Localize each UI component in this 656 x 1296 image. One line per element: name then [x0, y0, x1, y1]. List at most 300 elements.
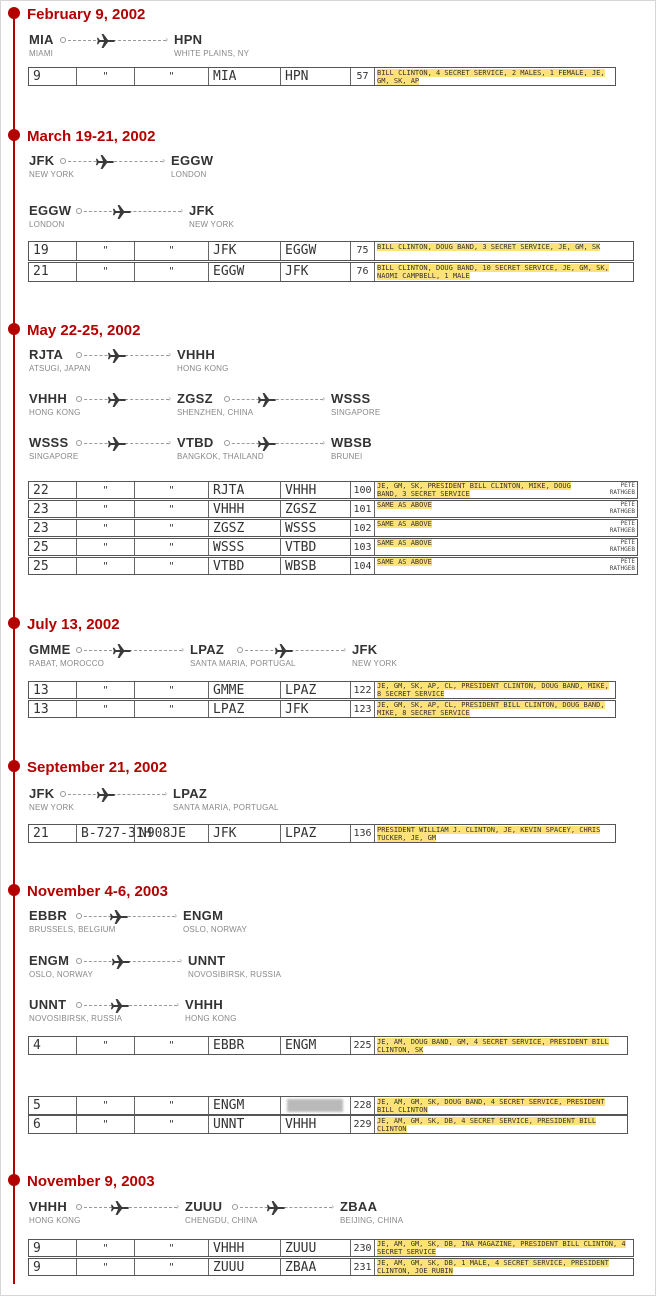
airport-code: LPAZ: [190, 642, 225, 657]
airport-stop: [29, 153, 74, 179]
log-to: ZBAA: [281, 1259, 351, 1275]
airport-city: NOVOSIBIRSK, RUSSIA: [29, 1014, 123, 1023]
arrowhead-icon: ›: [174, 911, 177, 920]
log-aircraft-reg: ": [135, 520, 209, 536]
log-margin-note: PETE RATHGEB: [609, 482, 635, 496]
section-date: March 19-21, 2002: [27, 128, 156, 145]
origin-ring-icon: [76, 396, 82, 402]
log-aircraft-model: ": [77, 558, 135, 574]
log-flight-no: 104: [351, 558, 375, 574]
log-to: ZGSZ: [281, 501, 351, 517]
section-date: February 9, 2002: [27, 6, 146, 23]
log-passengers: [375, 1097, 627, 1114]
airport-stop: [331, 435, 372, 461]
passenger-highlight: JE, GM, SK, PRESIDENT BILL CLINTON, MIKE, DOUG BAND, 3 SECRET SERVICE: [377, 482, 571, 498]
airplane-icon: [110, 998, 130, 1014]
passenger-highlight: JE, AM, GM, SK, DOUG BAND, 4 SECRET SERVICE, PRESIDENT BILL CLINTON: [377, 1098, 605, 1114]
log-from: VTBD: [209, 558, 281, 574]
airport-stop: [177, 435, 264, 461]
flight-leg-connector: [79, 645, 184, 654]
airport-stop: [29, 642, 104, 668]
table-row: [28, 1239, 634, 1257]
flight-leg-connector: [79, 956, 182, 965]
log-aircraft-model: ": [77, 263, 135, 281]
log-aircraft-reg: ": [135, 263, 209, 281]
flight-leg-connector: [79, 1202, 179, 1211]
flight-leg-connector: [63, 156, 165, 165]
table-row: [28, 481, 638, 499]
log-aircraft-model: ": [77, 1240, 135, 1256]
log-day: 25: [29, 539, 77, 555]
section-date: November 4-6, 2003: [27, 883, 168, 900]
arrowhead-icon: ›: [181, 645, 184, 654]
log-day: 13: [29, 701, 77, 717]
airport-city: NEW YORK: [352, 659, 398, 668]
airport-city: ATSUGI, JAPAN: [29, 364, 91, 373]
log-to: HPN: [281, 68, 351, 85]
log-to: VHHH: [281, 482, 351, 498]
origin-ring-icon: [76, 440, 82, 446]
log-margin-note: PETE RATHGEB: [609, 520, 635, 534]
airport-city: HONG KONG: [177, 364, 229, 373]
arrowhead-icon: ›: [168, 394, 171, 403]
airport-stop: [189, 203, 234, 229]
flight-leg-connector: [63, 789, 167, 798]
log-aircraft-model: ": [77, 482, 135, 498]
table-row: [28, 1258, 634, 1276]
log-aircraft-reg: ": [135, 1259, 209, 1275]
log-passengers: [375, 825, 615, 842]
log-flight-no: 229: [351, 1116, 375, 1133]
log-aircraft-reg: ": [135, 539, 209, 555]
log-from: WSSS: [209, 539, 281, 555]
origin-ring-icon: [224, 440, 230, 446]
airport-stop: [185, 1199, 258, 1225]
arrowhead-icon: ›: [331, 1202, 334, 1211]
airport-stop: [29, 32, 54, 58]
airport-code: HPN: [174, 32, 203, 47]
flight-leg-connector: [240, 645, 346, 654]
log-passengers: [375, 1037, 627, 1054]
log-from: MIA: [209, 68, 281, 85]
passenger-highlight: SAME AS ABOVE: [377, 539, 432, 547]
arrowhead-icon: ›: [176, 1000, 179, 1009]
airport-code: EGGW: [171, 153, 214, 168]
airport-code: ZGSZ: [177, 391, 213, 406]
table-row: [28, 538, 638, 556]
airplane-icon: [111, 954, 131, 970]
passenger-highlight: SAME AS ABOVE: [377, 520, 432, 528]
log-day: 19: [29, 242, 77, 260]
log-aircraft-reg: ": [135, 1037, 209, 1054]
airplane-icon: [96, 787, 116, 803]
passenger-highlight: JE, AM, GM, SK, DB, 4 SECRET SERVICE, PRESIDENT BILL CLINTON: [377, 1117, 597, 1133]
airport-stop: [29, 953, 93, 979]
airplane-icon: [107, 348, 127, 364]
origin-ring-icon: [60, 158, 66, 164]
airport-stop: [174, 32, 249, 58]
log-flight-no: 76: [351, 263, 375, 281]
log-flight-no: 101: [351, 501, 375, 517]
log-aircraft-reg: ": [135, 242, 209, 260]
airport-code: JFK: [29, 786, 55, 801]
airport-code: VHHH: [185, 997, 224, 1012]
log-passengers: [375, 701, 615, 717]
log-day: 23: [29, 501, 77, 517]
log-day: 5: [29, 1097, 77, 1114]
airport-city: BRUSSELS, BELGIUM: [29, 925, 116, 934]
log-aircraft-model: ": [77, 242, 135, 260]
log-from: VHHH: [209, 501, 281, 517]
log-flight-no: 225: [351, 1037, 375, 1054]
airport-stop: [29, 997, 122, 1023]
log-aircraft-model: ": [77, 520, 135, 536]
airplane-icon: [257, 392, 277, 408]
table-row: [28, 500, 638, 518]
airport-stop: [177, 347, 229, 373]
log-aircraft-model: ": [77, 501, 135, 517]
log-to: LPAZ: [281, 825, 351, 842]
table-row: [28, 67, 616, 86]
airport-city: BEIJING, CHINA: [340, 1216, 404, 1225]
log-from: UNNT: [209, 1116, 281, 1133]
log-from: ZGSZ: [209, 520, 281, 536]
log-aircraft-model: ": [77, 1116, 135, 1133]
table-row: [28, 824, 616, 843]
airport-code: WBSB: [331, 435, 372, 450]
origin-ring-icon: [60, 791, 66, 797]
origin-ring-icon: [76, 647, 82, 653]
airport-code: ENGM: [183, 908, 224, 923]
log-passengers: [375, 501, 592, 517]
airplane-icon: [266, 1200, 286, 1216]
arrowhead-icon: ›: [164, 789, 167, 798]
log-passengers: [375, 539, 592, 555]
airport-stop: [185, 997, 237, 1023]
table-row: [28, 1036, 628, 1055]
log-flight-no: 122: [351, 682, 375, 698]
log-flight-no: 123: [351, 701, 375, 717]
log-aircraft-reg: ": [135, 701, 209, 717]
log-from: JFK: [209, 242, 281, 260]
log-passengers: [375, 242, 633, 260]
airport-stop: [331, 391, 380, 417]
log-aircraft-model: ": [77, 682, 135, 698]
airport-code: EBBR: [29, 908, 68, 923]
log-flight-no: 230: [351, 1240, 375, 1256]
passenger-highlight: SAME AS ABOVE: [377, 558, 432, 566]
log-day: 9: [29, 1240, 77, 1256]
airport-stop: [171, 153, 213, 179]
log-from: RJTA: [209, 482, 281, 498]
airport-city: NOVOSIBIRSK, RUSSIA: [188, 970, 282, 979]
passenger-highlight: JE, GM, SK, AP, CL, PRESIDENT BILL CLINTON, DOUG BAND, MIKE, 8 SECRET SERVICE: [377, 701, 605, 717]
airport-code: UNNT: [188, 953, 226, 968]
arrowhead-icon: ›: [165, 35, 168, 44]
log-day: 25: [29, 558, 77, 574]
airport-code: WSSS: [331, 391, 371, 406]
timeline-dot: [8, 129, 20, 141]
log-passengers: [375, 68, 615, 85]
log-passengers: [375, 1116, 627, 1133]
arrowhead-icon: ›: [162, 156, 165, 165]
log-passengers: [375, 263, 633, 281]
airport-code: RJTA: [29, 347, 64, 362]
section-date: May 22-25, 2002: [27, 322, 141, 339]
airplane-icon: [274, 643, 294, 659]
log-day: 9: [29, 1259, 77, 1275]
redacted-block: [287, 1099, 343, 1112]
log-to: VHHH: [281, 1116, 351, 1133]
airport-city: HONG KONG: [185, 1014, 237, 1023]
airport-city: SINGAPORE: [331, 408, 381, 417]
airport-city: HONG KONG: [29, 1216, 81, 1225]
log-to: ENGM: [281, 1037, 351, 1054]
airplane-icon: [95, 154, 115, 170]
table-row: [28, 557, 638, 575]
log-from: JFK: [209, 825, 281, 842]
table-row: [28, 1096, 628, 1115]
log-margin-note: PETE RATHGEB: [609, 539, 635, 553]
airport-stop: [29, 908, 116, 934]
section-date: November 9, 2003: [27, 1173, 155, 1190]
airport-stop: [177, 391, 253, 417]
airport-city: MIAMI: [29, 49, 54, 58]
log-day: 6: [29, 1116, 77, 1133]
airport-code: JFK: [352, 642, 378, 657]
log-aircraft-reg: ": [135, 682, 209, 698]
airport-code: VHHH: [177, 347, 216, 362]
airport-city: WHITE PLAINS, NY: [174, 49, 250, 58]
passenger-highlight: BILL CLINTON, DOUG BAND, 3 SECRET SERVICE, JE, GM, SK: [377, 243, 601, 251]
log-aircraft-reg: ": [135, 1116, 209, 1133]
airport-code: JFK: [29, 153, 55, 168]
origin-ring-icon: [76, 208, 82, 214]
passenger-highlight: JE, AM, DOUG BAND, GM, 4 SECRET SERVICE, PRESIDENT BILL CLINTON, SK: [377, 1038, 609, 1054]
airport-stop: [183, 908, 247, 934]
airplane-icon: [257, 436, 277, 452]
passenger-highlight: JE, GM, SK, AP, CL, PRESIDENT CLINTON, DOUG BAND, MIKE, 8 SECRET SERVICE: [377, 682, 609, 698]
origin-ring-icon: [76, 1002, 82, 1008]
log-from: EGGW: [209, 263, 281, 281]
table-row: [28, 700, 616, 718]
log-day: 9: [29, 68, 77, 85]
airport-stop: [29, 203, 71, 229]
airplane-icon: [96, 33, 116, 49]
timeline-dot: [8, 760, 20, 772]
airplane-icon: [112, 643, 132, 659]
log-passengers: [375, 682, 615, 698]
log-to: WBSB: [281, 558, 351, 574]
table-row: [28, 519, 638, 537]
log-passengers: [375, 482, 592, 498]
arrowhead-icon: ›: [343, 645, 346, 654]
log-aircraft-model: B-727-31H: [77, 825, 135, 842]
timeline-dot: [8, 617, 20, 629]
log-to: EGGW: [281, 242, 351, 260]
log-flight-no: 75: [351, 242, 375, 260]
flight-leg-connector: [79, 911, 177, 920]
timeline-dot: [8, 1174, 20, 1186]
log-passengers: [375, 1259, 633, 1275]
log-from: VHHH: [209, 1240, 281, 1256]
airplane-icon: [109, 909, 129, 925]
airport-stop: [340, 1199, 403, 1225]
log-day: 21: [29, 825, 77, 842]
airport-code: UNNT: [29, 997, 67, 1012]
airport-code: VTBD: [177, 435, 214, 450]
log-flight-no: 102: [351, 520, 375, 536]
arrowhead-icon: ›: [322, 394, 325, 403]
log-flight-no: 100: [351, 482, 375, 498]
airport-code: ZBAA: [340, 1199, 378, 1214]
origin-ring-icon: [224, 396, 230, 402]
log-from: EBBR: [209, 1037, 281, 1054]
log-to: ZUUU: [281, 1240, 351, 1256]
airport-city: NEW YORK: [29, 803, 75, 812]
arrowhead-icon: ›: [176, 1202, 179, 1211]
log-day: 4: [29, 1037, 77, 1054]
airport-code: VHHH: [29, 391, 68, 406]
log-from: ENGM: [209, 1097, 281, 1114]
passenger-highlight: BILL CLINTON, DOUG BAND, 10 SECRET SERVICE, JE, GM, SK, NAOMI CAMPBELL, 1 MALE: [377, 264, 609, 280]
flight-leg-connector: [227, 394, 325, 403]
log-day: 21: [29, 263, 77, 281]
airport-code: WSSS: [29, 435, 69, 450]
log-to: LPAZ: [281, 682, 351, 698]
airport-city: BRUNEI: [331, 452, 363, 461]
airport-code: VHHH: [29, 1199, 68, 1214]
airport-code: JFK: [189, 203, 215, 218]
log-aircraft-reg: ": [135, 1240, 209, 1256]
log-aircraft-reg: N908JE: [135, 825, 209, 842]
log-aircraft-model: ": [77, 1259, 135, 1275]
log-aircraft-model: ": [77, 539, 135, 555]
timeline-dot: [8, 7, 20, 19]
airplane-icon: [107, 436, 127, 452]
airport-stop: [352, 642, 397, 668]
log-flight-no: 228: [351, 1097, 375, 1114]
log-from: GMME: [209, 682, 281, 698]
flight-leg-connector: [79, 350, 171, 359]
origin-ring-icon: [76, 352, 82, 358]
log-passengers: [375, 520, 592, 536]
arrowhead-icon: ›: [168, 350, 171, 359]
airport-city: SANTA MARIA, PORTUGAL: [190, 659, 296, 668]
airplane-icon: [112, 204, 132, 220]
log-aircraft-reg: ": [135, 501, 209, 517]
arrowhead-icon: ›: [179, 956, 182, 965]
airplane-icon: [110, 1200, 130, 1216]
origin-ring-icon: [237, 647, 243, 653]
airport-city: RABAT, MOROCCO: [29, 659, 105, 668]
airplane-icon: [107, 392, 127, 408]
airport-city: SANTA MARIA, PORTUGAL: [173, 803, 279, 812]
passenger-highlight: BILL CLINTON, 4 SECRET SERVICE, 2 MALES, 1 FEMALE, JE, GM, SK, AP: [377, 69, 605, 85]
origin-ring-icon: [232, 1204, 238, 1210]
origin-ring-icon: [76, 1204, 82, 1210]
passenger-highlight: PRESIDENT WILLIAM J. CLINTON, JE, KEVIN SPACEY, CHRIS TUCKER, JE, GM: [377, 826, 601, 842]
section-date: September 21, 2002: [27, 759, 168, 776]
airport-city: OSLO, NORWAY: [29, 970, 94, 979]
log-aircraft-reg: ": [135, 558, 209, 574]
flight-leg-connector: [227, 438, 325, 447]
log-aircraft-reg: ": [135, 482, 209, 498]
log-day: 22: [29, 482, 77, 498]
table-row: [28, 681, 616, 699]
origin-ring-icon: [76, 958, 82, 964]
flight-leg-connector: [79, 1000, 179, 1009]
airport-code: ZUUU: [185, 1199, 223, 1214]
arrowhead-icon: ›: [322, 438, 325, 447]
log-flight-no: 136: [351, 825, 375, 842]
arrowhead-icon: ›: [180, 206, 183, 215]
log-flight-no: 231: [351, 1259, 375, 1275]
airport-city: NEW YORK: [189, 220, 235, 229]
flight-leg-connector: [63, 35, 168, 44]
log-margin-note: PETE RATHGEB: [609, 558, 635, 572]
log-flight-no: 103: [351, 539, 375, 555]
airport-stop: [188, 953, 281, 979]
log-aircraft-model: ": [77, 1037, 135, 1054]
log-to: VTBD: [281, 539, 351, 555]
airport-stop: [29, 391, 81, 417]
arrowhead-icon: ›: [168, 438, 171, 447]
airport-stop: [29, 435, 78, 461]
airport-code: GMME: [29, 642, 71, 657]
log-flight-no: 57: [351, 68, 375, 85]
log-aircraft-reg: ": [135, 1097, 209, 1114]
flight-leg-connector: [79, 438, 171, 447]
airport-code: EGGW: [29, 203, 72, 218]
log-day: 13: [29, 682, 77, 698]
passenger-highlight: SAME AS ABOVE: [377, 501, 432, 509]
log-aircraft-model: ": [77, 701, 135, 717]
table-row: [28, 1115, 628, 1134]
airport-stop: [29, 1199, 81, 1225]
log-day: 23: [29, 520, 77, 536]
log-to: WSSS: [281, 520, 351, 536]
airport-city: LONDON: [171, 170, 207, 179]
log-margin-note: PETE RATHGEB: [609, 501, 635, 515]
airport-code: ENGM: [29, 953, 70, 968]
airport-city: CHENGDU, CHINA: [185, 1216, 258, 1225]
log-passengers: [375, 1240, 633, 1256]
airport-stop: [29, 347, 90, 373]
flight-leg-connector: [79, 394, 171, 403]
flight-leg-connector: [79, 206, 183, 215]
airport-city: SHENZHEN, CHINA: [177, 408, 254, 417]
log-from: LPAZ: [209, 701, 281, 717]
airport-city: BANGKOK, THAILAND: [177, 452, 264, 461]
origin-ring-icon: [60, 37, 66, 43]
airport-code: MIA: [29, 32, 54, 47]
timeline-line: [13, 12, 15, 1284]
timeline-dot: [8, 323, 20, 335]
section-date: July 13, 2002: [27, 616, 120, 633]
timeline-dot: [8, 884, 20, 896]
log-to: JFK: [281, 263, 351, 281]
passenger-highlight: JE, AM, GM, SK, DB, 1 MALE, 4 SECRET SERVICE, PRESIDENT CLINTON, JOE RUBIN: [377, 1259, 609, 1275]
log-aircraft-model: ": [77, 68, 135, 85]
table-row: [28, 241, 634, 261]
log-to: JFK: [281, 701, 351, 717]
flight-leg-connector: [235, 1202, 334, 1211]
table-row: [28, 262, 634, 282]
airport-city: LONDON: [29, 220, 65, 229]
log-aircraft-reg: ": [135, 68, 209, 85]
airport-city: NEW YORK: [29, 170, 75, 179]
